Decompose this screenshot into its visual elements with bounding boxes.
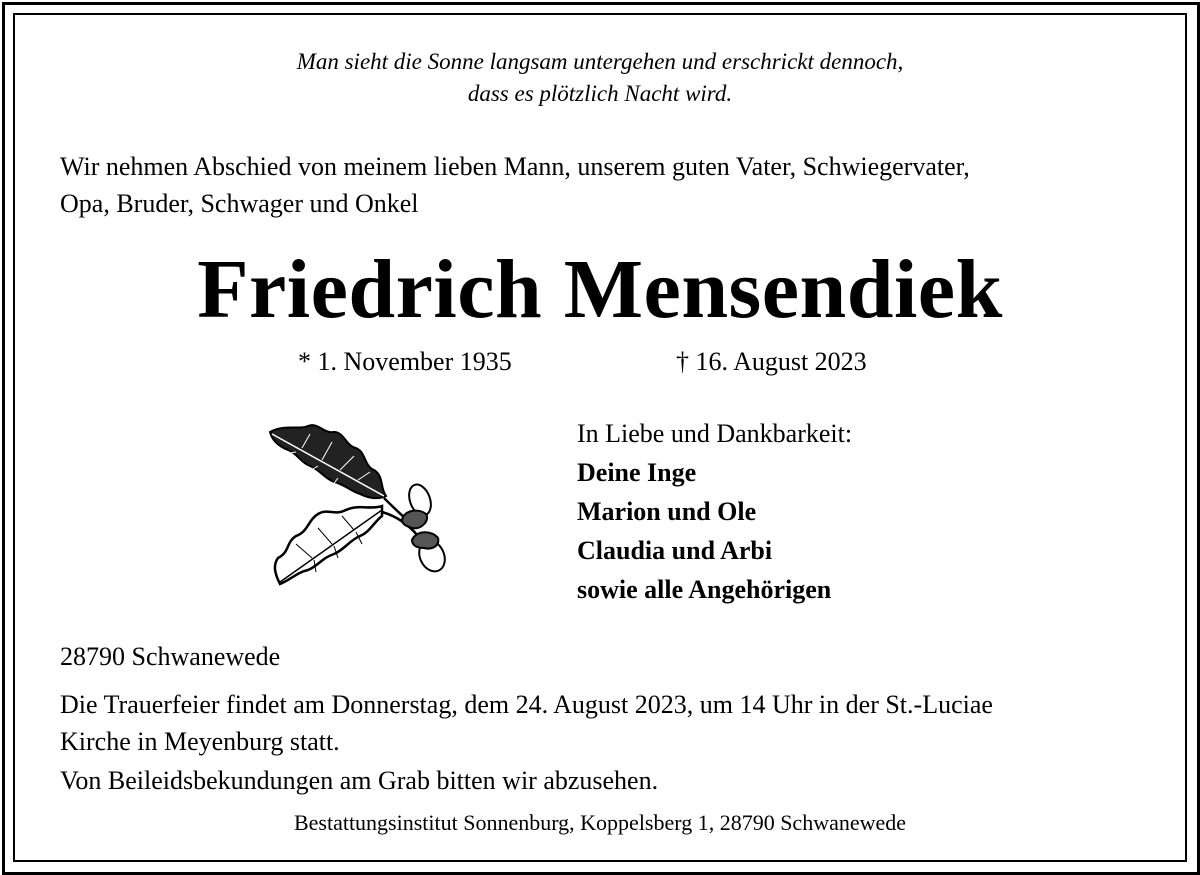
oak-leaf-acorn-icon [262, 420, 452, 590]
birth-date: * 1. November 1935 [298, 347, 512, 376]
intro-line-1: Wir nehmen Abschied von meinem lieben Mann, unserem guten Vater, Schwiegervater, [60, 152, 970, 181]
mourners-block [577, 414, 852, 609]
intro-text [60, 148, 1160, 222]
mourner-name: Claudia und Arbi [577, 536, 773, 565]
ceremony-line-1: Die Trauerfeier findet am Donnerstag, dem 24. August 2023, um 14 Uhr in der St.-Luciae [60, 690, 993, 719]
deceased-name: Friedrich Mensendiek [197, 243, 1003, 336]
funeral-home-footer: Bestattungsinstitut Sonnenburg, Koppelsberg 1, 28790 Schwanewede [293, 810, 907, 835]
address: 28790 Schwanewede [60, 642, 281, 671]
death-date: † 16. August 2023 [676, 347, 867, 376]
motto [0, 46, 1200, 110]
ceremony-line-2: Kirche in Meyenburg statt. [60, 727, 340, 756]
mourner-name: Marion und Ole [577, 497, 757, 526]
mourners-heading: In Liebe und Dankbarkeit: [577, 419, 853, 448]
ceremony-text [60, 686, 1160, 760]
motto-line-2: dass es plötzlich Nacht wird. [467, 81, 733, 106]
intro-line-2: Opa, Bruder, Schwager und Onkel [60, 189, 419, 218]
mourner-name: sowie alle Angehörigen [577, 575, 832, 604]
condolence-note: Von Beileidsbekundungen am Grab bitten wir abzusehen. [60, 766, 659, 795]
mourner-name: Deine Inge [577, 458, 697, 487]
motto-line-1: Man sieht die Sonne langsam untergehen und erschrickt dennoch, [296, 49, 904, 74]
